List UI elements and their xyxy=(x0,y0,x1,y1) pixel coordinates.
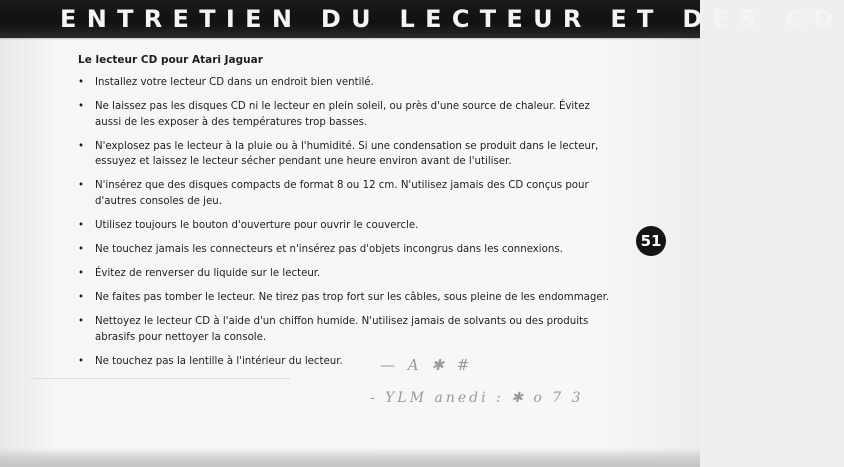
section-title: Le lecteur CD pour Atari Jaguar xyxy=(78,54,263,66)
list-item xyxy=(78,178,618,209)
list-item-text: Évitez de renverser du liquide sur le lecteur. xyxy=(95,268,321,280)
list-item-text: Ne touchez pas la lentille à l'intérieur du lecteur. xyxy=(95,355,343,367)
bullet-icon: • xyxy=(78,355,85,367)
list-item xyxy=(78,242,618,258)
bullet-icon: • xyxy=(78,101,85,113)
list-item xyxy=(78,218,618,234)
bullet-icon: • xyxy=(78,316,85,328)
list-item xyxy=(78,266,618,282)
list-item-text: Ne faites pas tomber le lecteur. Ne tirez pas trop fort sur les câbles, sous pleine de les endommager. xyxy=(95,292,610,304)
list-item xyxy=(78,290,618,306)
list-item-text: Ne touchez jamais les connecteurs et n'insérez pas d'objets incongrus dans les connexions. xyxy=(95,243,563,255)
page-number-badge: 51 xyxy=(636,226,666,256)
list-item xyxy=(78,99,618,130)
list-item xyxy=(78,354,618,370)
list-item xyxy=(78,139,618,170)
header-band xyxy=(0,0,844,38)
list-item xyxy=(78,314,618,345)
list-item-text: N'insérez que des disques compacts de format 8 ou 12 cm. N'utilisez jamais des CD conçus pour d'autres consoles de jeu. xyxy=(95,180,589,207)
list-item-text: Utilisez toujours le bouton d'ouverture pour ouvrir le couvercle. xyxy=(95,219,419,231)
bullet-icon: • xyxy=(78,140,85,152)
bullet-icon: • xyxy=(78,292,85,304)
list-item-text: Installez votre lecteur CD dans un endroit bien ventilé. xyxy=(95,77,374,88)
bullet-icon: • xyxy=(78,219,85,231)
header-shadow xyxy=(0,34,700,40)
maintenance-list xyxy=(78,75,618,369)
list-item-text: N'explosez pas le lecteur à la pluie ou à l'humidité. Si une condensation se produit dans le lecteur, essuyez et laissez le lecteur sécher pendant une heure environ avant de l'utiliser. xyxy=(95,140,599,168)
bullet-icon: • xyxy=(78,180,85,192)
page-heading: ENTRETIEN DU LECTEUR ET DES CD xyxy=(60,5,844,33)
page-content xyxy=(78,53,618,378)
bullet-icon: • xyxy=(78,268,85,280)
divider xyxy=(30,378,290,379)
list-item-text: Nettoyez le lecteur CD à l'aide d'un chiffon humide. N'utilisez jamais de solvants ou des produits abrasifs pour nettoyer la console. xyxy=(95,316,589,343)
bullet-icon: • xyxy=(78,243,85,255)
handwritten-note-line2: - YLM anedi : ✱ o 7 3 xyxy=(370,390,584,406)
handwritten-note-line1: — A ✱ # xyxy=(380,356,474,374)
page-bottom-shadow xyxy=(0,448,700,467)
list-item-text: Ne laissez pas les disques CD ni le lecteur en plein soleil, ou près d'une source de chaleur. Évitez aussi de les exposer à des températures trop basses. xyxy=(95,101,590,128)
list-item xyxy=(78,75,618,91)
bullet-icon: • xyxy=(78,77,85,88)
